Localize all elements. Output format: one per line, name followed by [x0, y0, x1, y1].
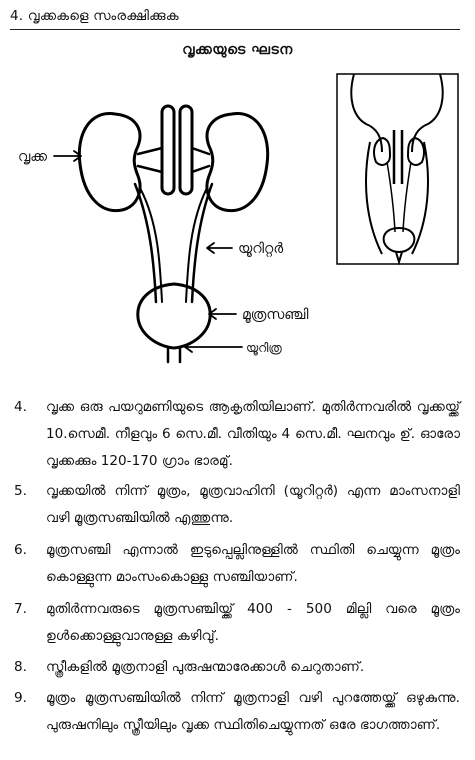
list-item-text: സ്ത്രീകളിൽ മൂത്രനാളി പുരുഷന്മാരേക്കാൾ ചെറുതാണ്. [46, 659, 365, 675]
ureter-label: യൂറിറ്റർ [238, 241, 284, 257]
kidney-diagram [10, 72, 460, 372]
list-item-number: 9. [14, 690, 27, 706]
vena-cava-shape [180, 106, 192, 194]
bladder-arrow [209, 309, 236, 319]
kidney-arrow [54, 151, 81, 161]
list-item-text: മൂത്രസഞ്ചി എന്നാൽ ഇടുപ്പെല്ലിനുള്ളിൽ സ്ഥിതി ചെയ്യുന്ന മൂത്രം കൊള്ളുന്ന മാംസംകൊള്ളു സഞ്ചിയാണ്. [46, 542, 460, 585]
facts-list [14, 394, 460, 739]
figure-title: വൃക്കയുടെ ഘടന [182, 42, 293, 58]
list-item-text: മൂത്രം മൂത്രസഞ്ചിയിൽ നിന്ന് മൂത്രനാളി വഴി പുറത്തേയ്ക്ക് ഒഴുകുന്നു. പുരുഷനിലും സ്ത്രീയിലും വൃക്ക സ്ഥിതിചെയ്യുന്നത് ഒരേ ഭാഗത്താണ്. [46, 690, 460, 733]
list-item-text: വൃക്ക ഒരു പയറുമണിയുടെ ആകൃതിയിലാണ്. മുതിർന്നവരിൽ വൃക്കയ്ക്ക് 10.സെമീ. നീളവും 6 സെ.മീ. വീതിയും 4 സെ.മീ. ഘനവും ഉ്. ഓരോ വൃക്കക്കും 120-170 ഗ്രാം ഭാരമു്. [46, 399, 460, 469]
kidney-diagram-svg [10, 72, 460, 372]
body-outline-shape [351, 74, 442, 152]
chapter-header [10, 6, 460, 30]
list-item-number: 8. [14, 659, 27, 675]
list-item-number: 6. [14, 542, 27, 558]
body-inset-frame [337, 74, 458, 264]
urethra-shape [168, 348, 180, 362]
list-item-text: വൃക്കയിൽ നിന്ന് മൂത്രം, മൂത്രവാഹിനി (യൂറിറ്റർ) എന്ന മാംസനാളി വഴി മൂത്രസഞ്ചിയിൽ എത്തുന്നു. [46, 483, 460, 526]
chapter-header-text: 4. വൃക്കകളെ സംരക്ഷിക്കുക [10, 8, 179, 24]
list-item [14, 394, 460, 475]
body-inset [337, 74, 458, 264]
inset-bladder-shape [384, 228, 415, 252]
inset-urethra-shape [396, 252, 402, 262]
list-item [14, 478, 460, 532]
list-item-number: 7. [14, 601, 27, 617]
left-kidney-shape [79, 114, 140, 211]
right-kidney-shape [207, 114, 268, 211]
list-item-text: മുതിർന്നവരുടെ മൂത്രസഞ്ചിയ്ക്ക് 400 - 500 മില്ലി വരെ മൂത്രം ഉൾക്കൊള്ളുവാനുള്ള കഴിവു്. [46, 601, 460, 644]
list-item-number: 5. [14, 483, 27, 499]
list-item [14, 685, 460, 739]
bladder-label: മൂത്രസഞ്ചി [242, 307, 309, 323]
urethra-arrow [185, 342, 242, 352]
aorta-shape [162, 106, 174, 194]
ureter-arrow [207, 243, 232, 253]
urethra-label: യൂറിത്ര [246, 341, 282, 355]
list-item-number: 4. [14, 399, 27, 415]
kidney-label: വൃക്ക [18, 149, 48, 165]
list-item [14, 596, 460, 650]
bladder-shape [138, 284, 210, 348]
inset-vessels-shape [394, 130, 402, 184]
list-item [14, 654, 460, 681]
list-item [14, 537, 460, 591]
inset-ureters-shape [387, 162, 411, 232]
